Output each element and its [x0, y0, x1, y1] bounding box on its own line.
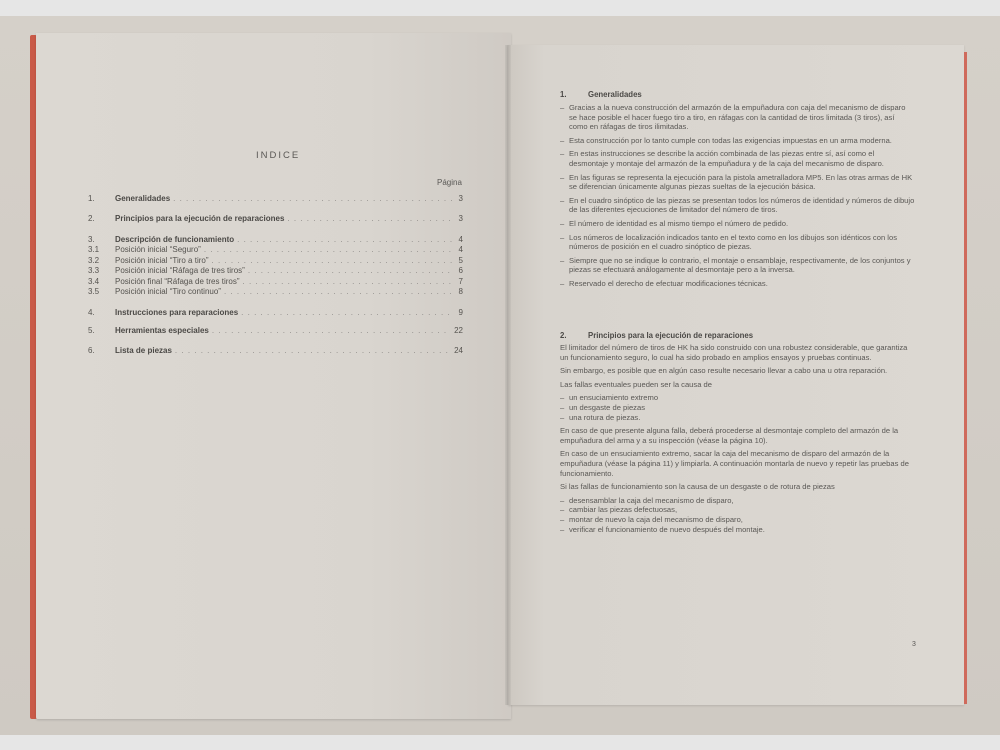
- bullet-item: – Los números de localización indicados tanto en el texto como en los dibujos son idénticos con los números de posición en el cuadro sinóptico de piezas.: [560, 232, 897, 252]
- bottom-band: [0, 735, 1000, 750]
- bullet-item: – En estas instrucciones se describe la acción combinada de las piezas entre sí, así como el desmontaje y montaje del armazón de la empuñadura y de la caja del mecanismo de disparo.: [560, 149, 884, 168]
- bullet-item: – Gracias a la nueva construcción del armazón de la empuñadura con caja del mecanismo de disparo se hace posible el hacer fuego tiro a tiro, en ráfagas con la cantidad de tiros limitada (3 tiros), así como en ráfagas de tiros ilimitadas.: [560, 103, 906, 132]
- index-entry: 5. Herramientas especiales . . . 22: [88, 326, 463, 337]
- index-entry: 3.1 Posición inicial “Seguro” . . . 4: [88, 245, 463, 256]
- leader-dots: [224, 287, 452, 296]
- leader-dots: [248, 266, 452, 275]
- paragraph: Si las fallas de funcionamiento son la causa de un desgaste o de rotura de piezas: [560, 482, 835, 492]
- bullet-item: – Siempre que no se indique lo contrario, el montaje o ensamblaje, respectivamente, de los conjuntos y piezas se efectuará análogamente al desmontaje pero a la inversa.: [560, 255, 911, 275]
- causes-list: [560, 393, 915, 422]
- leader-dots: [243, 277, 453, 286]
- section-1-bullets: [560, 103, 915, 289]
- index-entry: 3.3 Posición inicial “Ráfaga de tres tiros” . . . 6: [88, 266, 463, 277]
- section-2-body: [560, 343, 915, 534]
- leader-dots: [204, 245, 452, 254]
- index-entry: 6. Lista de piezas . . . 24: [88, 346, 463, 357]
- list-item: – desensamblar la caja del mecanismo de disparo,: [560, 495, 734, 505]
- index-entry: 4. Instrucciones para reparaciones . . . 9: [88, 308, 463, 319]
- leader-dots: [241, 308, 452, 317]
- index-entry: 3.5 Posición inicial “Tiro continuo” . . . 8: [88, 287, 463, 298]
- bullet-item: – En las figuras se representa la ejecución para la pistola ametralladora MP5. En las otras armas de HK se diferencian únicamente algunas piezas sueltas de la ejecución básica.: [560, 172, 913, 192]
- index-title: INDICE: [256, 150, 301, 161]
- section-1-heading: 1. Generalidades: [560, 90, 642, 99]
- page-number: 3: [912, 641, 916, 648]
- list-item: – verificar el funcionamiento de nuevo después del montaje.: [560, 524, 765, 534]
- top-band: [0, 0, 1000, 16]
- list-item: – cambiar las piezas defectuosas,: [560, 505, 678, 515]
- bullet-item: – El número de identidad es al mismo tiempo el número de pedido.: [560, 218, 789, 228]
- right-page-red-edge: [964, 52, 967, 704]
- page-column-label: Página: [437, 178, 462, 187]
- paragraph: Sin embargo, es posible que en algún caso resulte necesario llevar a cabo una u otra reparación.: [560, 366, 888, 376]
- list-item: – un desgaste de piezas: [560, 402, 645, 412]
- index-entry: 3.2 Posición inicial “Tiro a tiro” . . . 5: [88, 256, 463, 267]
- paragraph: En caso de un ensuciamiento extremo, sacar la caja del mecanismo de disparo del armazón de la empuñadura (véase la página 11) y limpiarla. A continuación montarla de nuevo y repetir las pruebas de funcionamiento.: [560, 449, 909, 478]
- bullet-item: – En el cuadro sinóptico de las piezas se presentan todos los números de identidad y números de dibujo de las diferentes ejecuciones de limitador del número de tiros.: [560, 195, 915, 215]
- list-item: – una rotura de piezas.: [560, 412, 641, 422]
- leader-dots: [175, 346, 451, 355]
- book-gutter: [505, 45, 511, 705]
- bullet-item: – Esta construcción por lo tanto cumple con todas las exigencias impuestas en un arma moderna.: [560, 135, 892, 145]
- list-item: – montar de nuevo la caja del mecanismo de disparo,: [560, 514, 743, 524]
- leader-dots: [173, 194, 452, 203]
- leader-dots: [212, 256, 452, 265]
- leader-dots: [287, 214, 452, 223]
- bullet-item: – Reservado el derecho de efectuar modificaciones técnicas.: [560, 278, 768, 288]
- list-item: – un ensuciamiento extremo: [560, 393, 659, 403]
- index-entry: 3.4 Posición final “Ráfaga de tres tiros” . . . 7: [88, 277, 463, 288]
- left-page: [36, 33, 511, 719]
- paragraph: Las fallas eventuales pueden ser la causa de: [560, 379, 712, 389]
- index-entry: 2. Principios para la ejecución de reparaciones . . . 3: [88, 214, 463, 225]
- index-entry: 1. Generalidades . . . 3: [88, 194, 463, 205]
- index-entry: 3. Descripción de funcionamiento . . . 4: [88, 235, 463, 246]
- paragraph: En caso de que presente alguna falla, deberá procederse al desmontaje completo del armazón de la empuñadura del arma y a su inspección (véase la página 10).: [560, 426, 899, 445]
- leader-dots: [237, 235, 452, 244]
- leader-dots: [212, 326, 451, 335]
- paragraph: El limitador del número de tiros de HK ha sido construido con una robustez considerable, que garantiza un funcionamiento seguro, lo cual ha sido probado en amplios ensayos y pruebas continuas.: [560, 343, 908, 362]
- steps-list: [560, 496, 915, 534]
- section-2-heading: 2. Principios para la ejecución de reparaciones: [560, 331, 754, 340]
